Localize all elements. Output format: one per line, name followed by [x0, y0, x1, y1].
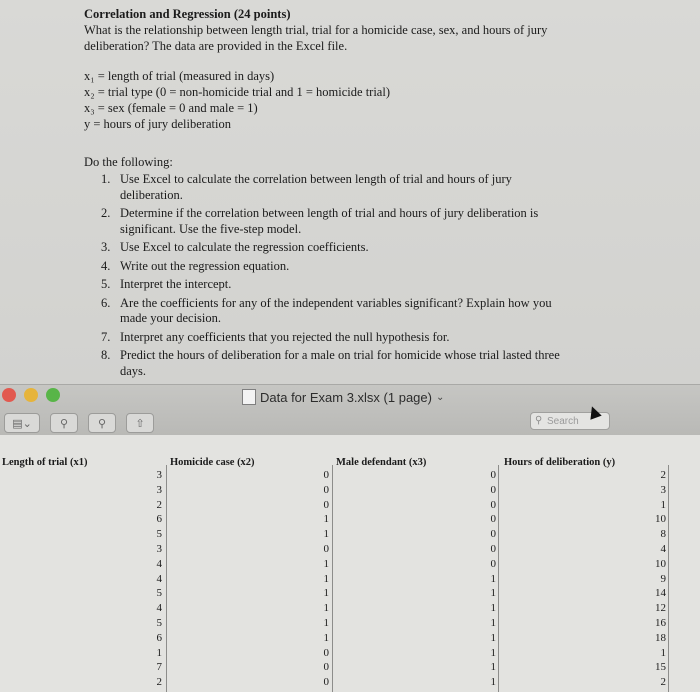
task-line: Interpret the intercept.: [120, 277, 232, 291]
table-cell: 9: [660, 572, 666, 585]
zoom-out-button[interactable]: [50, 413, 78, 433]
tasks-heading: Do the following:: [84, 155, 173, 169]
task-number: 6.: [101, 295, 111, 310]
table-cell: 1: [156, 646, 162, 659]
task-number: 8.: [101, 348, 111, 362]
task-line: days.: [120, 363, 147, 378]
table-cell: 1: [323, 557, 329, 570]
table-cell: 0: [323, 542, 329, 555]
preview-window-toolbar: [0, 384, 700, 436]
window-title-text: Data for Exam 3.xlsx (1 page): [260, 389, 432, 405]
task-number: 5.: [101, 277, 111, 291]
table-cell: 0: [490, 528, 496, 541]
table-cell: 0: [490, 542, 496, 555]
spreadsheet-preview: [0, 435, 700, 692]
table-cell: 5: [156, 587, 162, 600]
task-number: 4.: [101, 258, 111, 273]
sidebar-icon: ▤⌄: [12, 417, 32, 430]
share-icon: ⇧: [135, 417, 145, 430]
task-line: made your decision.: [120, 311, 222, 325]
question-line: deliberation? The data are provided in the Excel file.: [84, 39, 348, 53]
table-cell: 1: [490, 602, 496, 615]
task-number: 2.: [101, 206, 111, 220]
table-cell: 1: [490, 676, 496, 689]
table-cell: 1: [323, 572, 329, 585]
table-cell: 0: [490, 498, 496, 511]
table-cell: 1: [660, 498, 666, 511]
column-divider: [668, 465, 669, 692]
task-item: [84, 296, 604, 327]
task-line: Write out the regression equation.: [120, 258, 290, 273]
table-cell: 2: [156, 676, 162, 689]
task-line: Interpret any coefficients that you rejected the null hypothesis for.: [120, 329, 450, 344]
column-hours-values: [652, 468, 666, 690]
table-cell: 4: [156, 602, 162, 615]
table-cell: 5: [156, 616, 162, 629]
column-male-values: [482, 468, 496, 690]
table-cell: 0: [323, 469, 329, 481]
table-cell: 4: [156, 572, 162, 585]
task-item: [84, 206, 604, 237]
variable-x2: x₂ = trial type (0 = non-homicide trial and 1 = homicide trial): [84, 85, 390, 99]
task-item: [84, 259, 604, 275]
zoom-in-icon: ⚲: [97, 417, 107, 430]
table-cell: 2: [660, 469, 666, 481]
table-cell: 1: [490, 646, 496, 659]
task-number: 1.: [101, 172, 111, 186]
question-line: What is the relationship between length trial, trial for a homicide case, sex, and hours of jury: [84, 23, 548, 37]
zoom-window-button[interactable]: [46, 388, 60, 402]
table-cell: 16: [655, 616, 666, 629]
task-item: [84, 348, 604, 379]
table-cell: 0: [323, 661, 329, 674]
table-cell: 6: [156, 631, 162, 644]
task-number: 7.: [101, 329, 111, 344]
table-cell: 1: [490, 572, 496, 585]
table-cell: 1: [490, 631, 496, 644]
toolbar-buttons: [4, 413, 154, 433]
column-divider: [332, 465, 333, 692]
table-cell: 14: [655, 587, 666, 600]
table-cell: 3: [156, 542, 162, 555]
table-cell: 3: [156, 483, 162, 496]
table-cell: 1: [490, 587, 496, 600]
search-placeholder: Search: [547, 415, 579, 427]
task-item: [84, 240, 604, 256]
table-cell: 5: [156, 528, 162, 541]
table-cell: 3: [156, 469, 162, 481]
table-cell: 0: [490, 557, 496, 570]
table-cell: 1: [323, 513, 329, 526]
table-cell: 4: [156, 557, 162, 570]
window-controls: [2, 388, 60, 402]
zoom-in-button[interactable]: [88, 413, 116, 433]
table-cell: 7: [156, 661, 162, 674]
table-cell: 2: [660, 676, 666, 689]
table-cell: 0: [490, 513, 496, 526]
chevron-down-icon: ⌄: [435, 391, 445, 403]
variable-definitions: [84, 68, 604, 132]
task-line: significant. Use the five-step model.: [120, 221, 302, 236]
column-header-male: Male defendant (x3): [336, 457, 427, 468]
table-cell: 10: [655, 557, 666, 570]
table-cell: 1: [323, 616, 329, 629]
table-cell: 4: [660, 542, 666, 555]
search-icon: ⚲: [535, 415, 543, 426]
sheet-title: Correlation and Regression (24 points): [84, 7, 291, 21]
close-window-button[interactable]: [2, 388, 16, 402]
table-cell: 8: [660, 528, 666, 541]
table-cell: 10: [655, 513, 666, 526]
task-list: [84, 172, 604, 379]
task-number: 3.: [101, 240, 111, 254]
variable-x1: x₁ = length of trial (measured in days): [84, 69, 275, 83]
variable-y: y = hours of jury deliberation: [84, 117, 231, 131]
zoom-out-icon: ⚲: [59, 417, 69, 430]
variable-x3: x₃ = sex (female = 0 and male = 1): [84, 101, 258, 115]
minimize-window-button[interactable]: [24, 388, 38, 402]
table-cell: 6: [156, 513, 162, 526]
table-cell: 18: [655, 631, 666, 644]
column-header-length: Length of trial (x1): [2, 457, 88, 468]
window-title[interactable]: [242, 388, 444, 406]
task-line: Determine if the correlation between length of trial and hours of jury deliberation is: [120, 206, 539, 220]
table-cell: 0: [323, 676, 329, 689]
table-cell: 3: [660, 483, 666, 496]
table-cell: 12: [655, 602, 666, 615]
column-header-hours: Hours of deliberation (y): [504, 457, 616, 468]
document-icon: [242, 389, 256, 405]
task-line: deliberation.: [120, 187, 183, 202]
question-text-block: [84, 6, 604, 382]
table-cell: 0: [323, 498, 329, 511]
table-cell: 0: [323, 483, 329, 496]
table-cell: 1: [323, 587, 329, 600]
column-homicide-values: [315, 468, 329, 690]
sidebar-toggle-button[interactable]: [4, 413, 40, 433]
table-cell: 1: [323, 631, 329, 644]
table-cell: 1: [660, 646, 666, 659]
share-button[interactable]: [126, 413, 154, 433]
question-paragraph: [84, 22, 604, 54]
task-item: [84, 172, 604, 203]
task-line: Use Excel to calculate the regression coefficients.: [120, 240, 369, 254]
table-cell: 2: [156, 498, 162, 511]
table-cell: 15: [655, 661, 666, 674]
table-cell: 1: [490, 616, 496, 629]
column-length-values: [148, 468, 162, 690]
table-cell: 1: [323, 602, 329, 615]
task-line: Predict the hours of deliberation for a male on trial for homicide whose trial lasted three: [120, 348, 560, 362]
table-cell: 0: [490, 469, 496, 481]
table-cell: 1: [490, 661, 496, 674]
task-line: Are the coefficients for any of the independent variables significant? Explain how you: [120, 295, 552, 310]
column-header-homicide: Homicide case (x2): [170, 457, 255, 468]
table-cell: 0: [323, 646, 329, 659]
column-divider: [498, 465, 499, 692]
task-line: Use Excel to calculate the correlation between length of trial and hours of jury: [120, 172, 512, 186]
table-cell: 1: [323, 528, 329, 541]
table-cell: 0: [490, 483, 496, 496]
task-item: [84, 277, 604, 293]
task-item: [84, 330, 604, 346]
column-divider: [166, 465, 167, 692]
